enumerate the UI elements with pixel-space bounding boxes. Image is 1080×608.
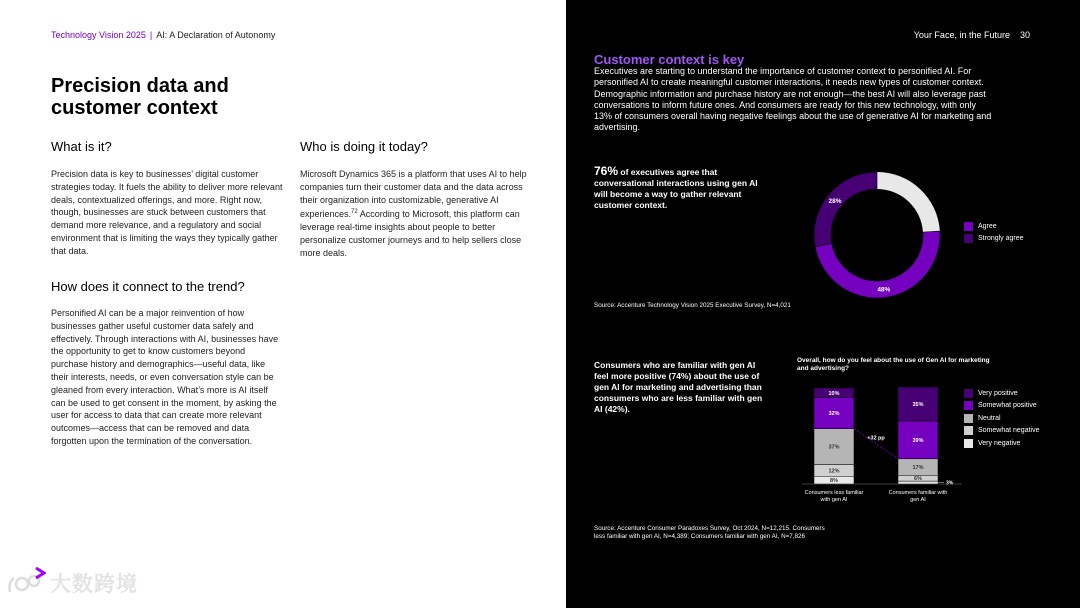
stacked-bar-chart (792, 376, 972, 511)
legend-item (964, 425, 1039, 438)
bar-connector (854, 429, 898, 459)
donut-slice-strongly-agree (814, 172, 877, 247)
legend-swatch (964, 222, 973, 231)
bar-segment-label: 17% (912, 465, 924, 472)
source-executive: Source: Accenture Technology Vision 2025 Executive Survey, N=4,021 (594, 302, 791, 309)
donut-chart (802, 160, 952, 310)
bar-segment-label: 37% (828, 444, 840, 451)
legend-label: Agree (978, 222, 997, 230)
source-consumer-line-2: less familiar with gen AI, N=4,389; Consumers familiar with gen AI, N=7,826 (594, 533, 806, 540)
bar-chart-title: Overall, how do you feel about the use of Gen AI for marketing and advertising? (797, 357, 990, 372)
watermark-logo-icon (6, 566, 46, 600)
right-page (566, 0, 1080, 608)
who-is-doing-text-a: Microsoft Dynamics 365 is a platform that uses AI to help companies turn their customer data and the data across their organization into customizable, generative AI experiences. (300, 169, 527, 220)
bar-segment-label: 6% (914, 476, 922, 483)
watermark (6, 566, 138, 600)
who-is-doing-heading: Who is doing it today? (300, 139, 428, 154)
what-is-it-heading: What is it? (51, 139, 112, 154)
bar-category-label: with gen AI (820, 497, 848, 503)
bar-segment-label: 8% (830, 478, 838, 485)
source-consumer-line-1: Source: Accenture Consumer Paradoxes Survey, Oct 2024, N=12,215. Consumers (594, 525, 825, 532)
donut-legend (964, 220, 1024, 245)
right-title: Customer context is key (594, 52, 745, 67)
who-is-doing-text-b: According to Microsoft, this platform can leverage real-time insights about people to better personalize customer journeys and to help sellers close more deals. (300, 209, 522, 258)
legend-item (964, 400, 1039, 413)
legend-item (964, 220, 1024, 233)
donut-label: 48% (877, 286, 891, 294)
bar-segment-label: 35% (912, 401, 924, 408)
legend-label: Strongly agree (978, 235, 1024, 243)
legend-item (964, 412, 1039, 425)
right-body: Executives are starting to understand the importance of customer context to personified AI. For personified AI to create meaningful customer interactions, it needs new types of customer context. Demographic information and purchase history are not enough—the best AI will also leverage past conversations to inform future ones. And consumers are ready for this new technology, with only 13% of consumers overall having negative feelings about the use of generative AI for marketing and advertising. (594, 66, 992, 133)
breadcrumb (51, 30, 275, 40)
legend-swatch (964, 426, 973, 435)
bar-annotation: +32 pp (867, 435, 885, 442)
legend-item (964, 437, 1039, 450)
bar-segment-label: 32% (828, 411, 840, 418)
legend-swatch (964, 439, 973, 448)
brand-label: Technology Vision 2025 (51, 30, 146, 40)
page-number: 30 (1019, 30, 1030, 40)
legend-swatch (964, 414, 973, 423)
bar-segment-label: 39% (912, 437, 924, 444)
bar-category-label: Consumers familiar with (888, 490, 948, 496)
what-is-it-body: Precision data is key to businesses’ digital customer strategies today. It fuels the ability to deliver more relevant deals, contextualized offerings, and more. Right now, though, businesses are stuck between customers that demand more relevance, and a regulatory and social environment that is limiting the ways they typically gather that data. (51, 169, 283, 256)
executive-stat (594, 166, 762, 211)
section-label: AI: A Declaration of Autonomy (156, 30, 276, 40)
chapter-label: Your Face, in the Future (913, 30, 1010, 40)
legend-item (964, 233, 1024, 246)
bar-legend (964, 387, 1039, 450)
legend-label: Somewhat negative (978, 427, 1040, 435)
bar-segment-label: 12% (828, 468, 840, 475)
legend-label: Neutral (978, 414, 1001, 422)
consumer-stat: Consumers who are familiar with gen AI feel more positive (74%) about the use of gen AI for marketing and advertising than consumers who are less familiar with gen AI (42%). (594, 360, 763, 414)
donut-label: 28% (828, 197, 842, 205)
stat-percent: 76% (594, 164, 619, 178)
breadcrumb-separator: | (149, 30, 153, 40)
legend-swatch (964, 389, 973, 398)
bar-segment-label: 3% (946, 480, 954, 487)
watermark-text: 大数跨境 (50, 573, 138, 596)
legend-swatch (964, 234, 973, 243)
bar-category-label: Consumers less familiar (804, 490, 864, 496)
legend-item (964, 387, 1039, 400)
legend-label: Somewhat positive (978, 402, 1037, 410)
footnote-ref: 72 (351, 209, 358, 216)
stat-text: of executives agree that conversational interactions using gen AI will become a way to gather relevant customer context. (594, 167, 758, 210)
legend-label: Very negative (978, 439, 1021, 447)
bar-category-label: gen AI (910, 497, 926, 503)
legend-label: Very positive (978, 389, 1018, 397)
page-title: Precision data and customer context (51, 75, 229, 119)
who-is-doing-body (300, 168, 535, 260)
source-consumer (594, 525, 825, 541)
legend-swatch (964, 401, 973, 410)
donut-slice-remainder (877, 172, 940, 232)
connect-body: Personified AI can be a major reinvention of how businesses gather useful customer data safely and effectively. Through interactions with AI, businesses have the opportunity to get to know customers beyond purchase history and demographics—useful data, like their interests, needs, or even conversation style can be gleaned from every interaction. What’s more is AI itself can be used to get consent in the moment, by asking the user for access to data that can create more relevant outcomes—access that can be removed and data forgotten upon the termination of the conversation. (51, 308, 279, 446)
bar-segment-label: 10% (828, 390, 840, 397)
connect-heading: How does it connect to the trend? (51, 279, 245, 294)
page-header-right (914, 30, 1030, 40)
